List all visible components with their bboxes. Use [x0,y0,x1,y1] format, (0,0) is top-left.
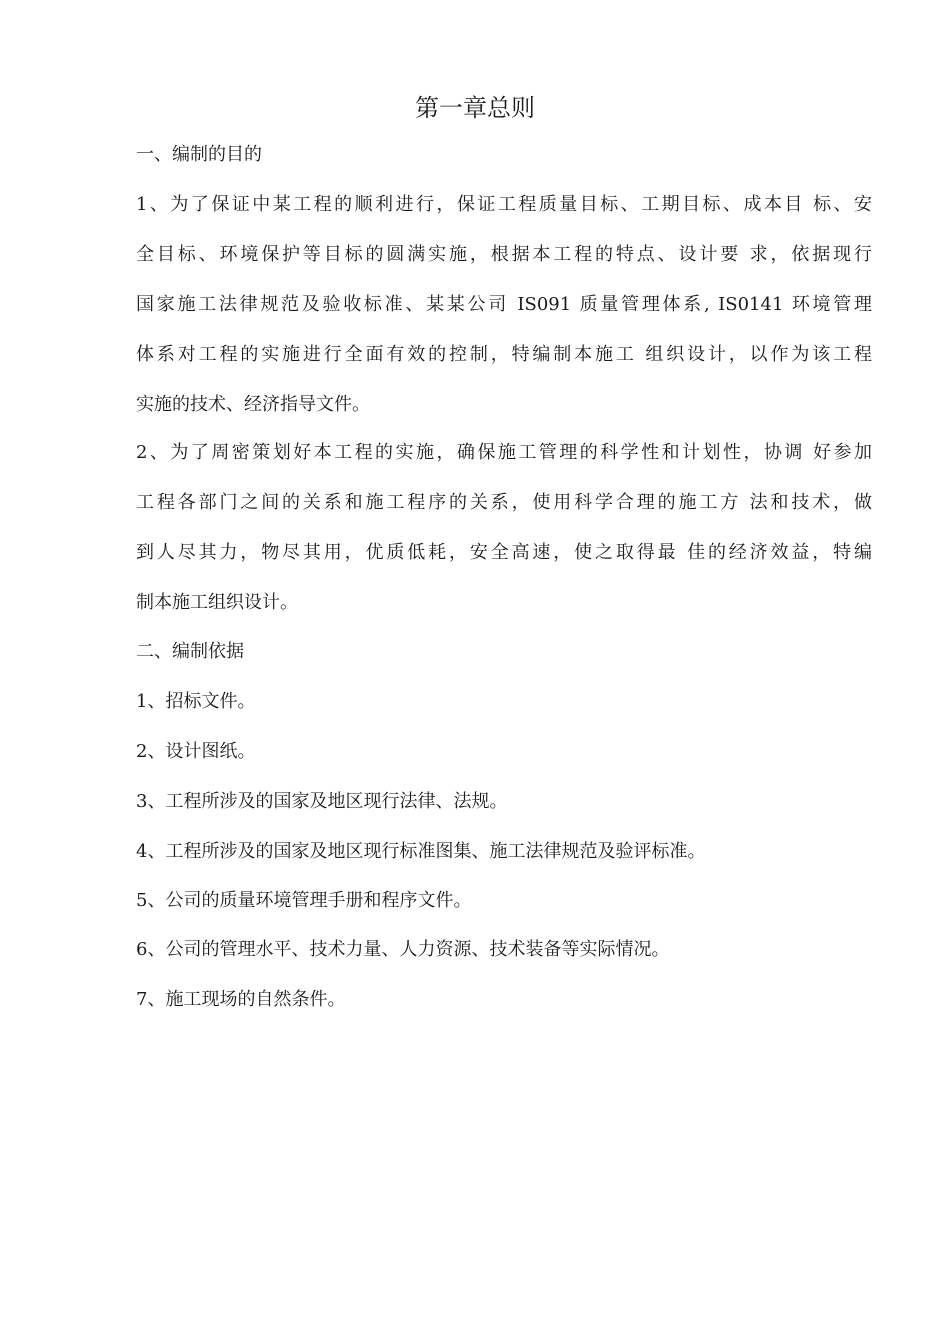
chapter-title: 第一章总则 [415,94,535,122]
paragraph-line: 国家施工法律规范及验收标准、某某公司 IS091 质量管理体系, IS0141 环境管理 [136,294,872,315]
section-heading-basis: 二、编制依据 [136,641,244,662]
list-item: 4、工程所涉及的国家及地区现行标准图集、施工法律规范及验评标准。 [136,841,706,862]
paragraph-line: 实施的技术、经济指导文件。 [136,394,370,415]
section-heading-purpose: 一、编制的目的 [136,144,262,165]
paragraph-line: 1、为了保证中某工程的顺利进行，保证工程质量目标、工期目标、成本目 标、安 [136,194,872,215]
paragraph-line: 全目标、环境保护等目标的圆满实施，根据本工程的特点、设计要 求，依据现行 [136,244,872,265]
list-item: 6、公司的管理水平、技术力量、人力资源、技术装备等实际情况。 [136,939,670,960]
purpose-paragraph-2 [136,428,872,628]
paragraph-line: 到人尽其力，物尽其用，优质低耗，安全高速，使之取得最 佳的经济效益，特编 [136,542,872,563]
list-item: 3、工程所涉及的国家及地区现行法律、法规。 [136,791,508,812]
paragraph-line: 体系对工程的实施进行全面有效的控制，特编制本施工 组织设计，以作为该工程 [136,344,872,365]
paragraph-line: 制本施工组织设计。 [136,592,298,613]
list-item: 7、施工现场的自然条件。 [136,989,346,1010]
purpose-paragraph-1 [136,180,872,430]
list-item: 2、设计图纸。 [136,741,256,762]
paragraph-line: 工程各部门之间的关系和施工程序的关系，使用科学合理的施工方 法和技术，做 [136,492,872,513]
list-item: 5、公司的质量环境管理手册和程序文件。 [136,890,472,911]
paragraph-line: 2、为了周密策划好本工程的实施，确保施工管理的科学性和计划性，协调 好参加 [136,442,872,463]
list-item: 1、招标文件。 [136,691,256,712]
